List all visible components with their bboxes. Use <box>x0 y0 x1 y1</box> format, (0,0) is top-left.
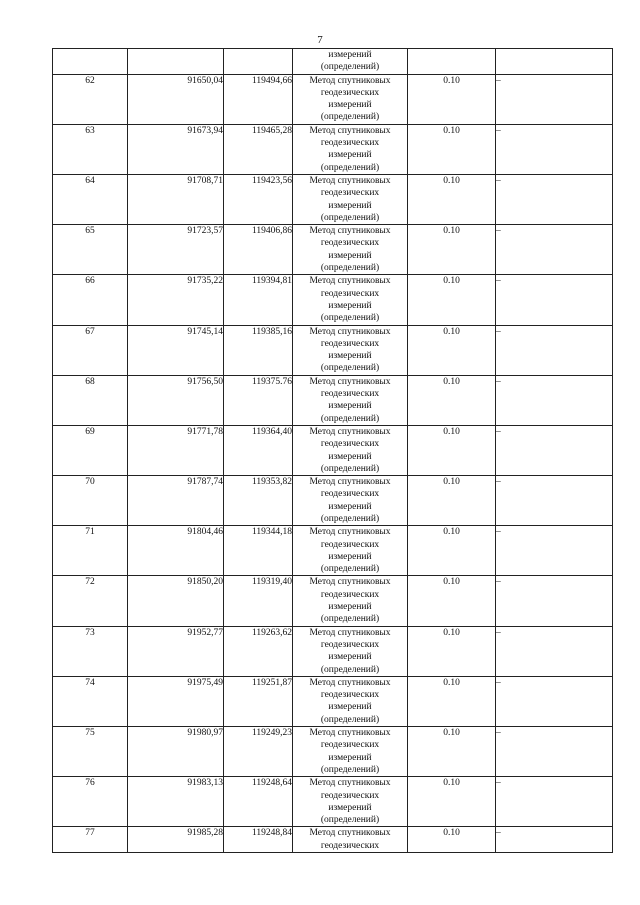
method-cell <box>293 74 408 124</box>
method-line: Метод спутниковых <box>309 276 391 287</box>
table-row <box>53 827 613 853</box>
coord-y: 119385,16 <box>224 325 293 375</box>
table-row <box>53 174 613 224</box>
note-dash: – <box>496 174 613 224</box>
method-cell <box>293 676 408 726</box>
coord-x: 91650,04 <box>128 74 224 124</box>
point-number: 68 <box>53 375 128 425</box>
accuracy-value: 0.10 <box>408 275 496 325</box>
table-row <box>53 626 613 676</box>
method-line: (определений) <box>320 112 380 123</box>
note-dash: – <box>496 275 613 325</box>
point-number: 67 <box>53 325 128 375</box>
table-row <box>53 526 613 576</box>
coord-x: 91771,78 <box>128 425 224 475</box>
accuracy-value: 0.10 <box>408 827 496 853</box>
method-line: Метод спутниковых <box>309 527 391 538</box>
coord-y: 119248,64 <box>224 777 293 827</box>
method-line: геодезических <box>320 489 380 500</box>
accuracy-value: 0.10 <box>408 476 496 526</box>
coordinates-table <box>52 48 613 853</box>
table-row <box>53 74 613 124</box>
method-line: геодезических <box>320 288 380 299</box>
method-line: Метод спутниковых <box>309 477 391 488</box>
method-line: (определений) <box>320 815 380 826</box>
accuracy-value: 0.10 <box>408 375 496 425</box>
coord-y: 119353,82 <box>224 476 293 526</box>
note-dash: – <box>496 74 613 124</box>
method-line: геодезических <box>320 539 380 550</box>
method-cell <box>293 325 408 375</box>
method-line: геодезических <box>320 188 380 199</box>
method-line: измерений <box>328 602 372 613</box>
coord-y: 119394,81 <box>224 275 293 325</box>
point-number: 73 <box>53 626 128 676</box>
accuracy-value: 0.10 <box>408 676 496 726</box>
method-line: измерений <box>328 50 372 60</box>
method-line: (определений) <box>320 363 380 374</box>
table-row <box>53 576 613 626</box>
method-line: (определений) <box>320 664 380 675</box>
coord-x: 91708,71 <box>128 174 224 224</box>
method-line: измерений <box>328 250 372 261</box>
note-dash: – <box>496 576 613 626</box>
point-number: 69 <box>53 425 128 475</box>
method-cell <box>293 225 408 275</box>
method-line: геодезических <box>320 840 380 851</box>
note-dash: – <box>496 676 613 726</box>
point-number: 66 <box>53 275 128 325</box>
point-number: 77 <box>53 827 128 853</box>
method-line: измерений <box>328 451 372 462</box>
table-row <box>53 727 613 777</box>
note-dash: – <box>496 727 613 777</box>
coord-x: 91850,20 <box>128 576 224 626</box>
table-row <box>53 476 613 526</box>
coord-y: 119344,18 <box>224 526 293 576</box>
method-line: геодезических <box>320 439 380 450</box>
accuracy-value: 0.10 <box>408 526 496 576</box>
note-dash: – <box>496 225 613 275</box>
method-line: измерений <box>328 401 372 412</box>
coord-y: 119494,66 <box>224 74 293 124</box>
coord-x: 91952,77 <box>128 626 224 676</box>
accuracy-value: 0.10 <box>408 225 496 275</box>
method-cell <box>293 777 408 827</box>
method-line: (определений) <box>320 564 380 575</box>
method-line: (определений) <box>320 463 380 474</box>
note-dash: – <box>496 476 613 526</box>
method-line: Метод спутниковых <box>309 778 391 789</box>
method-line: (определений) <box>320 162 380 173</box>
method-line: измерений <box>328 752 372 763</box>
method-line: Метод спутниковых <box>309 376 391 387</box>
coord-x: 91723,57 <box>128 225 224 275</box>
method-line: измерений <box>328 551 372 562</box>
accuracy-value: 0.10 <box>408 576 496 626</box>
coord-x: 91787,74 <box>128 476 224 526</box>
method-line: Метод спутниковых <box>309 75 391 86</box>
method-line: (определений) <box>320 313 380 324</box>
point-number: 63 <box>53 124 128 174</box>
coord-y: 119406,86 <box>224 225 293 275</box>
coord-y: 119375.76 <box>224 375 293 425</box>
method-line: измерений <box>328 150 372 161</box>
point-number: 65 <box>53 225 128 275</box>
point-number: 71 <box>53 526 128 576</box>
page-number: 7 <box>317 34 323 46</box>
table-row <box>53 375 613 425</box>
method-cell <box>293 174 408 224</box>
method-line: (определений) <box>320 62 380 73</box>
note-dash: – <box>496 425 613 475</box>
note-dash: – <box>496 827 613 853</box>
table-row <box>53 124 613 174</box>
method-line: (определений) <box>320 212 380 223</box>
coord-x: 91985,28 <box>128 827 224 853</box>
method-line: Метод спутниковых <box>309 677 391 688</box>
point-number: 72 <box>53 576 128 626</box>
method-cell <box>293 275 408 325</box>
method-line: Метод спутниковых <box>309 577 391 588</box>
accuracy-value: 0.10 <box>408 174 496 224</box>
method-line: геодезических <box>320 740 380 751</box>
method-line: измерений <box>328 501 372 512</box>
method-line: геодезических <box>320 690 380 701</box>
accuracy-value: 0.10 <box>408 626 496 676</box>
method-cell <box>293 626 408 676</box>
method-cell <box>293 576 408 626</box>
coord-x: 91756,50 <box>128 375 224 425</box>
point-number: 76 <box>53 777 128 827</box>
method-line: (определений) <box>320 714 380 725</box>
accuracy-value: 0.10 <box>408 325 496 375</box>
carryover-row <box>53 49 613 75</box>
coord-x: 91804,46 <box>128 526 224 576</box>
note-dash: – <box>496 124 613 174</box>
carryover-method <box>293 49 408 75</box>
table-row <box>53 425 613 475</box>
accuracy-value: 0.10 <box>408 727 496 777</box>
method-line: геодезических <box>320 589 380 600</box>
accuracy-value: 0.10 <box>408 124 496 174</box>
method-line: геодезических <box>320 238 380 249</box>
method-line: измерений <box>328 702 372 713</box>
method-line: геодезических <box>320 790 380 801</box>
table-row <box>53 325 613 375</box>
coord-y: 119319,40 <box>224 576 293 626</box>
coord-y: 119465,28 <box>224 124 293 174</box>
method-cell <box>293 425 408 475</box>
method-cell <box>293 124 408 174</box>
coord-x: 91980,97 <box>128 727 224 777</box>
table-row <box>53 225 613 275</box>
point-number: 75 <box>53 727 128 777</box>
coord-y: 119248,84 <box>224 827 293 853</box>
method-line: измерений <box>328 351 372 362</box>
note-dash: – <box>496 526 613 576</box>
point-number: 62 <box>53 74 128 124</box>
method-line: Метод спутниковых <box>309 125 391 136</box>
method-cell <box>293 827 408 853</box>
method-line: геодезических <box>320 639 380 650</box>
method-line: измерений <box>328 100 372 111</box>
method-line: измерений <box>328 652 372 663</box>
coord-y: 119251,87 <box>224 676 293 726</box>
method-line: измерений <box>328 200 372 211</box>
method-line: Метод спутниковых <box>309 728 391 739</box>
method-cell <box>293 375 408 425</box>
coordinates-table-body <box>53 49 613 853</box>
accuracy-value: 0.10 <box>408 425 496 475</box>
coord-y: 119249,23 <box>224 727 293 777</box>
table-row <box>53 275 613 325</box>
note-dash: – <box>496 777 613 827</box>
coord-x: 91975,49 <box>128 676 224 726</box>
method-cell <box>293 476 408 526</box>
method-line: Метод спутниковых <box>309 627 391 638</box>
point-number: 64 <box>53 174 128 224</box>
method-line: Метод спутниковых <box>309 426 391 437</box>
method-line: (определений) <box>320 413 380 424</box>
method-cell <box>293 727 408 777</box>
method-line: измерений <box>328 300 372 311</box>
coord-x: 91735,22 <box>128 275 224 325</box>
method-line: Метод спутниковых <box>309 226 391 237</box>
coord-y: 119263,62 <box>224 626 293 676</box>
accuracy-value: 0.10 <box>408 777 496 827</box>
coord-x: 91745,14 <box>128 325 224 375</box>
method-cell <box>293 526 408 576</box>
method-line: геодезических <box>320 138 380 149</box>
note-dash: – <box>496 375 613 425</box>
coord-x: 91983,13 <box>128 777 224 827</box>
method-line: Метод спутниковых <box>309 326 391 337</box>
method-line: геодезических <box>320 389 380 400</box>
method-line: Метод спутниковых <box>309 175 391 186</box>
method-line: (определений) <box>320 614 380 625</box>
method-line: (определений) <box>320 513 380 524</box>
table-row <box>53 676 613 726</box>
method-line: (определений) <box>320 263 380 274</box>
method-line: измерений <box>328 802 372 813</box>
coord-y: 119364,40 <box>224 425 293 475</box>
accuracy-value: 0.10 <box>408 74 496 124</box>
table-row <box>53 777 613 827</box>
note-dash: – <box>496 325 613 375</box>
note-dash: – <box>496 626 613 676</box>
method-line: (определений) <box>320 764 380 775</box>
method-line: геодезических <box>320 338 380 349</box>
coord-x: 91673,94 <box>128 124 224 174</box>
coord-y: 119423,56 <box>224 174 293 224</box>
point-number: 70 <box>53 476 128 526</box>
method-line: геодезических <box>320 87 380 98</box>
point-number: 74 <box>53 676 128 726</box>
method-line: Метод спутниковых <box>309 828 391 839</box>
